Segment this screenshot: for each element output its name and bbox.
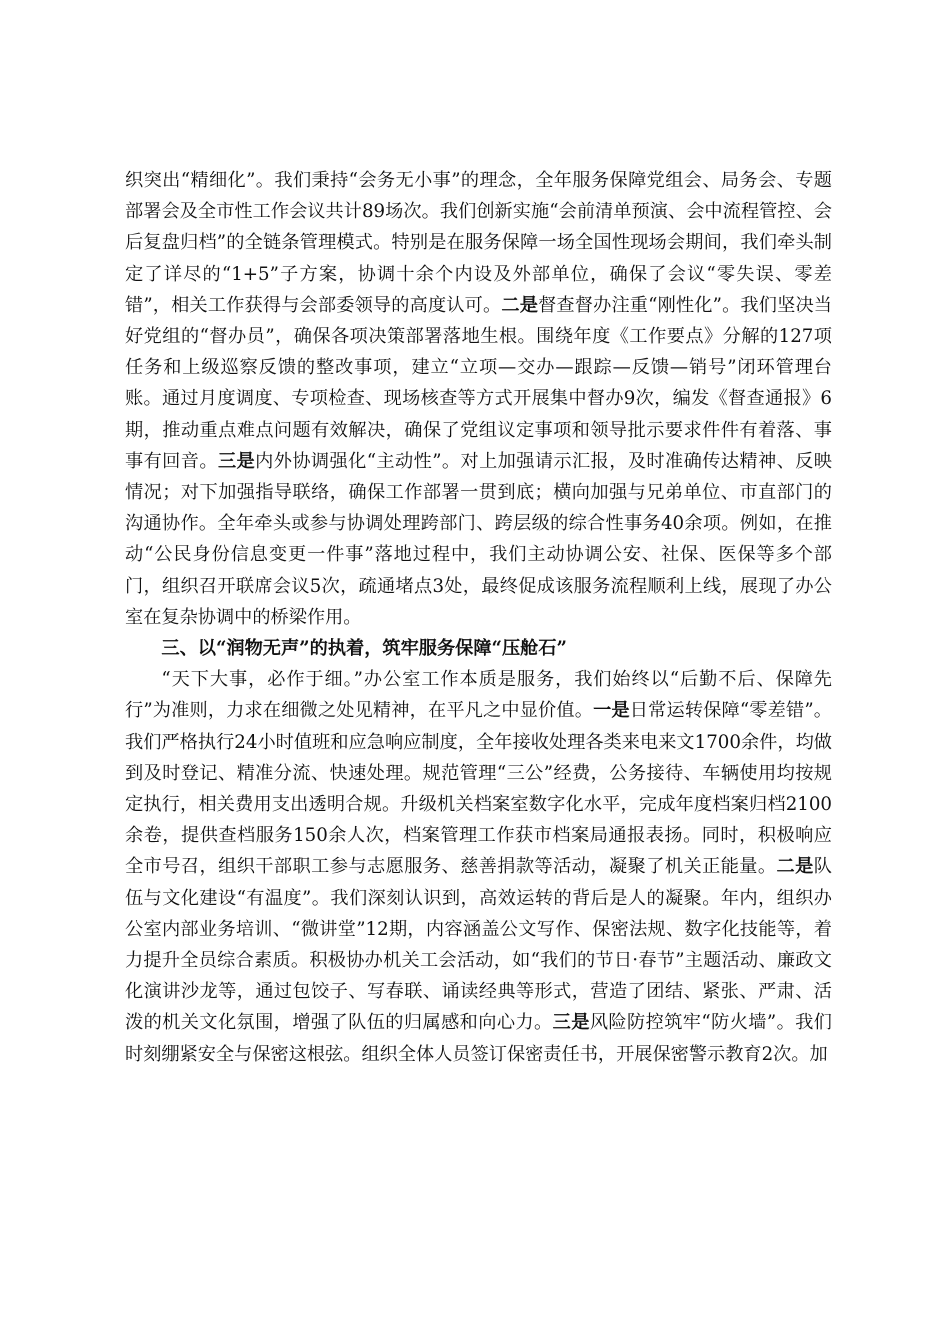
paragraph-service-guarantee bbox=[125, 664, 832, 1070]
paragraph-text: 队伍与文化建设“有温度”。我们深刻认识到，高效运转的背后是人的凝聚。年内，组织办公室内部业务培训、“微讲堂”12期，内容涵盖公文写作、保密法规、数字化技能等，着力提升全员综合素质。积极协办机关工会活动，如“我们的节日·春节”主题活动、廉政文化演讲沙龙等，通过包饺子、写春联、诵读经典等形式，营造了团结、紧张、严肃、活泼的机关文化氛围，增强了队伍的归属感和向心力。 bbox=[125, 856, 832, 1034]
paragraph-text: 风险防控筑牢“防火墙”。我们时刻绷紧安全与保密这根弦。组织全体人员签订保密责任书，开展保密警示教育2次。加 bbox=[125, 1012, 832, 1065]
paragraph-text: 内外协调强化“主动性”。对上加强请示汇报，及时准确传达精神、反映情况；对下加强指导联络，确保工作部署一贯到底；横向加强与兄弟单位、市直部门的沟通协作。全年牵头或参与协调处理跨部门、跨层级的综合性事务40余项。例如，在推动“公民身份信息变更一件事”落地过程中，我们主动协调公安、社保、医保等多个部门，组织召开联席会议5次，疏通堵点3处，最终促成该服务流程顺利上线，展现了办公室在复杂协调中的桥梁作用。 bbox=[125, 450, 832, 628]
point-lead-three: 三是 bbox=[217, 450, 256, 472]
document-body bbox=[125, 165, 832, 1070]
paragraph-text: “天下大事，必作于细。”办公室工作本质是服务，我们始终以“后勤不后、保障先行”为准则，力求在细微之处见精神，在平凡之中显价值。 bbox=[125, 669, 832, 722]
paragraph-text: 督查督办注重“刚性化”。我们坚决当好党组的“督办员”，确保各项决策部署落地生根。围绕年度《工作要点》分解的127项任务和上级巡察反馈的整改事项，建立“立项—交办—跟踪—反馈—销号”闭环管理台账。通过月度调度、专项检查、现场核查等方式开展集中督办9次，编发《督查通报》6期，推动重点难点问题有效解决，确保了党组议定事项和领导批示要求件件有着落、事事有回音。 bbox=[125, 294, 832, 472]
paragraph-text: 日常运转保障“零差错”。我们严格执行24小时值班和应急响应制度，全年接收处理各类来电来文1700余件，均做到及时登记、精准分流、快速处理。规范管理“三公”经费，公务接待、车辆使用均按规定执行，相关费用支出透明合规。升级机关档案室数字化水平，完成年度档案归档2100余卷，提供查档服务150余人次，档案管理工作获市档案局通报表扬。同时，积极响应全市号召，组织干部职工参与志愿服务、慈善捐款等活动，凝聚了机关正能量。 bbox=[125, 700, 832, 878]
point-lead-two: 二是 bbox=[501, 294, 539, 316]
paragraph-text: 织突出“精细化”。我们秉持“会务无小事”的理念，全年服务保障党组会、局务会、专题部署会及全市性工作会议共计89场次。我们创新实施“会前清单预演、会中流程管控、会后复盘归档”的全链条管理模式。特别是在服务保障一场全国性现场会期间，我们牵头制定了详尽的“1+5”子方案，协调十余个内设及外部单位，确保了会议“零失误、零差错”，相关工作获得与会部委领导的高度认可。 bbox=[125, 170, 832, 316]
point-lead-one: 一是 bbox=[593, 700, 630, 722]
point-lead-three: 三是 bbox=[552, 1012, 590, 1034]
section-heading-three: 三、以“润物无声”的执着，筑牢服务保障“压舱石” bbox=[161, 638, 567, 660]
point-lead-two: 二是 bbox=[776, 856, 814, 878]
paragraph-meeting-supervision-coordination bbox=[125, 165, 832, 633]
